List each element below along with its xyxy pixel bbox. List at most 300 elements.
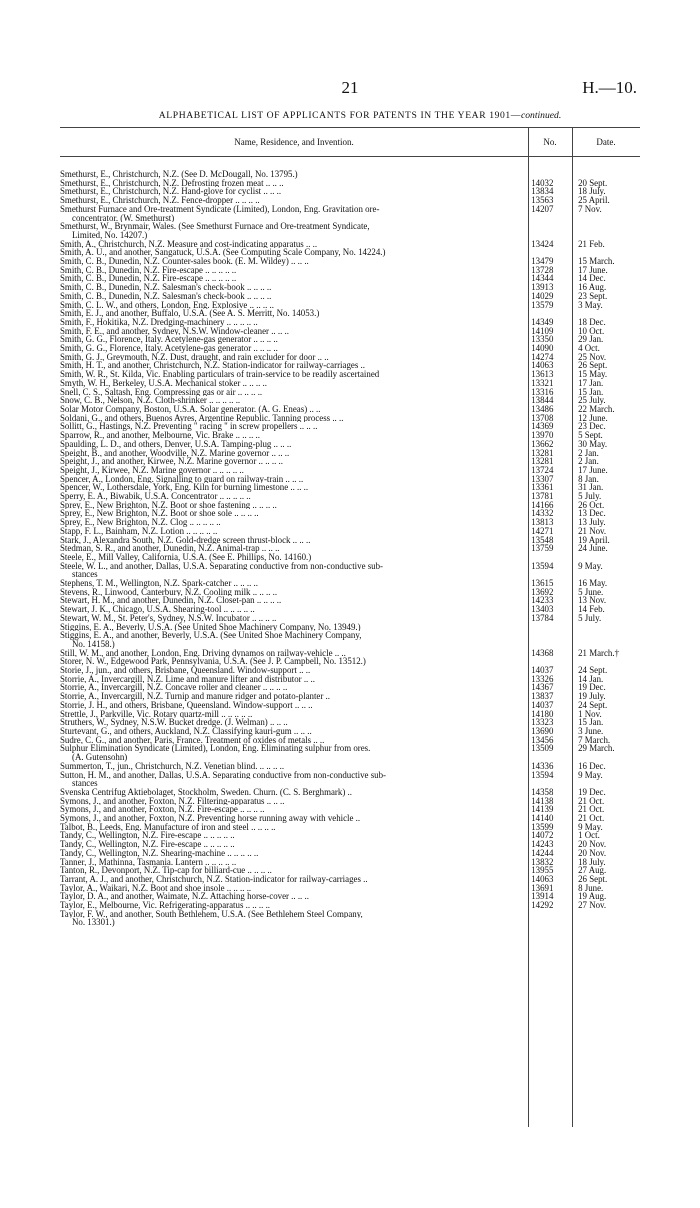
patent-number: 13784 — [531, 612, 554, 623]
patent-number: 14244 — [531, 847, 554, 858]
table-row — [60, 283, 640, 292]
application-date: 17 Jan. — [578, 377, 604, 388]
patent-number: 13323 — [531, 717, 554, 728]
patent-number: 14063 — [531, 873, 554, 884]
table-row — [60, 771, 640, 788]
table-row — [60, 405, 640, 414]
applicant-entry — [60, 222, 524, 239]
table-row — [60, 309, 640, 318]
application-date: 1 Nov. — [578, 708, 602, 719]
applicant-entry — [60, 849, 524, 858]
patent-number: 13548 — [531, 534, 554, 545]
entry-line: Sparrow, R., and another, Melbourne, Vic. Brake .. .. .. .. — [60, 431, 260, 440]
application-date: 13 Dec. — [578, 508, 606, 519]
applicant-entry — [60, 718, 524, 727]
patent-number: 13307 — [531, 473, 554, 484]
application-date: 21 March.† — [578, 647, 620, 658]
application-date: 18 Dec. — [578, 316, 606, 327]
patent-number: 13281 — [531, 447, 554, 458]
table-row — [60, 744, 640, 761]
entry-line: Smethurst, E., Christchurch, N.Z. Fence-dropper .. .. .. .. — [60, 196, 260, 205]
applicant-entry — [60, 405, 524, 414]
patent-number: 13479 — [531, 256, 554, 267]
table-row — [60, 892, 640, 901]
table-row — [60, 248, 640, 257]
applicant-entry — [60, 179, 524, 188]
table-row — [60, 179, 640, 188]
table-row — [60, 527, 640, 536]
table-row — [60, 666, 640, 675]
applicant-entry — [60, 892, 524, 901]
patent-number: 13563 — [531, 195, 554, 206]
patent-number: 14139 — [531, 804, 554, 815]
table-row — [60, 710, 640, 719]
application-date: 27 Aug. — [578, 865, 607, 876]
applicant-entry — [60, 327, 524, 336]
patent-number — [524, 631, 572, 648]
patent-number: 13599 — [531, 821, 554, 832]
patent-number: 14292 — [531, 900, 554, 911]
applicant-entry — [60, 370, 524, 379]
entry-line: Storrie, A., Invercargill, N.Z. Turnip and manure ridger and potato-planter .. — [60, 692, 330, 701]
entry-line: Stiggins, E. A., Beverly, U.S.A. (See United Shoe Machinery Company, No. 13949.) — [60, 622, 361, 632]
application-date: 4 Oct. — [578, 343, 600, 354]
application-date: 14 Jan. — [578, 673, 604, 684]
table-row — [60, 396, 640, 405]
application-date: 26 Sept. — [578, 873, 608, 884]
patent-number: 13781 — [531, 491, 554, 502]
entry-line: stances — [72, 779, 98, 788]
patent-number: 14332 — [531, 508, 554, 519]
application-date: 26 Oct. — [578, 499, 605, 510]
application-date: 15 Jan. — [578, 386, 604, 397]
table-row — [60, 370, 640, 379]
entry-line: concentrator. (W. Smethurst) — [72, 213, 175, 223]
application-date: 24 Sept. — [578, 665, 608, 676]
patent-number: 13955 — [531, 865, 554, 876]
entry-line: Sperry, E. A., Biwabik, U.S.A. Concentrator .. .. .. .. .. — [60, 492, 251, 501]
application-date — [572, 631, 640, 648]
patent-number: 13579 — [531, 299, 554, 310]
entry-line: Smethurst, W., Brynmair, Wales. (See Smethurst Furnace and Ore-treatment Syndicate, — [60, 222, 370, 231]
entry-line: Smith, W. R., St. Kilda, Vic. Enabling particulars of train-service to be readily ascertained — [60, 370, 380, 379]
applicant-entry — [60, 205, 524, 222]
entry-line: Tarrant, A. J., and another, Christchurch, N.Z. Station-indicator for railway-carriages .. — [60, 874, 368, 884]
entry-line: Taylor, A., Waikari, N.Z. Boot and shoe insole .. .. .. .. — [60, 883, 252, 893]
column-header-no: No. — [543, 137, 557, 147]
patent-number: 14138 — [531, 795, 554, 806]
applicant-entry — [60, 675, 524, 684]
patent-number: 13594 — [531, 769, 554, 780]
patent-number: 13728 — [531, 264, 554, 275]
table-row — [60, 335, 640, 344]
table-row — [60, 727, 640, 736]
patent-number: 14271 — [531, 525, 554, 536]
patent-number — [524, 222, 572, 239]
table-row — [60, 544, 640, 553]
applicant-entry — [60, 683, 524, 692]
applicant-entry — [60, 283, 524, 292]
patent-number: 13691 — [531, 882, 554, 893]
entry-line: Smith, C. B., Dunedin, N.Z. Fire-escape .. .. .. .. .. — [60, 265, 237, 275]
patent-number: 13914 — [531, 891, 554, 902]
table-row — [60, 797, 640, 806]
table-row — [60, 266, 640, 275]
patent-number: 13509 — [531, 743, 554, 754]
table-row — [60, 588, 640, 597]
patent-number: 13316 — [531, 386, 554, 397]
applicant-entry — [60, 858, 524, 867]
entry-line: Smethurst, E., Christchurch, N.Z. Defrosting frozen meat .. .. .. — [60, 178, 284, 188]
applicant-entry — [60, 736, 524, 745]
table-row — [60, 649, 640, 658]
applicant-entry — [60, 187, 524, 196]
application-date: 19 Aug. — [578, 891, 607, 902]
application-date: 15 March. — [578, 256, 615, 267]
patent-number: 13813 — [531, 517, 554, 528]
table-row — [60, 701, 640, 710]
application-date: 25 July. — [578, 395, 606, 406]
entry-line: Sprey, E., New Brighton, N.Z. Boot or shoe sole .. .. .. .. — [60, 509, 259, 519]
application-date: 14 Dec. — [578, 273, 606, 284]
patent-number: 14063 — [531, 360, 554, 371]
header-bottom-rule — [60, 156, 640, 157]
table-row — [60, 762, 640, 771]
entry-line: Stiggins, E. A., and another, Beverly, U.S.A. (See United Shoe Machinery Company, — [60, 631, 362, 640]
entry-line: stances — [72, 570, 98, 580]
patent-number: 14344 — [531, 273, 554, 284]
applicant-entry — [60, 831, 524, 840]
application-date: 21 Oct. — [578, 795, 605, 806]
table-row — [60, 840, 640, 849]
applicant-entry — [60, 744, 524, 761]
patent-number: 14037 — [531, 665, 554, 676]
entry-line: No. 14158.) — [72, 639, 115, 649]
application-date: 5 Sept. — [578, 430, 603, 441]
table-row — [60, 240, 640, 249]
patent-number: 14140 — [531, 813, 554, 824]
application-date: 18 July. — [578, 856, 606, 867]
entry-line: Smith, A. U., and another, Sangatuck, U.S.A. (See Computing Scale Company, No. 14224.) — [60, 248, 386, 258]
applicant-entry — [60, 579, 524, 588]
entry-line: Smith, F. E., and another, Sydney, N.S.W. Window-cleaner .. .. .. — [60, 326, 289, 336]
table-row — [60, 449, 640, 458]
entry-line: Stephens, T. M., Wellington, N.Z. Spark-catcher .. .. .. .. — [60, 579, 258, 588]
application-date: 20 Nov. — [578, 847, 607, 858]
table-row — [60, 353, 640, 362]
application-date: 2 Jan. — [578, 456, 599, 467]
application-date: 29 March. — [578, 743, 615, 754]
applicant-entry — [60, 814, 524, 823]
table-row — [60, 475, 640, 484]
patent-number — [524, 623, 572, 632]
entry-line: Speight, J., Kirwee, N.Z. Marine governor .. .. .. .. .. — [60, 465, 244, 475]
patent-number: 13692 — [531, 586, 554, 597]
application-date: 9 May. — [578, 821, 603, 832]
table-row — [60, 910, 640, 927]
application-date: 24 June. — [578, 543, 608, 554]
entry-line: Svenska Centrifug Aktiebolaget, Stockholm, Sweden. Churn. (C. S. Berghmark) .. — [60, 787, 352, 797]
application-date: 24 Sept. — [578, 699, 608, 710]
table-row — [60, 901, 640, 910]
applicant-entry — [60, 666, 524, 675]
entry-line: Sulphur Elimination Syndicate (Limited), London, Eng. Eliminating sulphur from ores. — [60, 744, 371, 754]
entry-line: Sollitt, G., Hastings, N.Z. Preventing " racing " in screw propellers .. .. .. — [60, 422, 318, 432]
page-number: 21 — [341, 78, 359, 97]
table-row — [60, 361, 640, 370]
patent-number: 13361 — [531, 482, 554, 493]
table-row — [60, 274, 640, 283]
applicant-entry — [60, 562, 524, 579]
entry-line: Stewart, J. K., Chicago, U.S.A. Shearing-tool .. .. .. .. .. — [60, 605, 255, 614]
applicant-entry — [60, 509, 524, 518]
table-row — [60, 388, 640, 397]
table-row — [60, 657, 640, 666]
patent-number: 13970 — [531, 430, 554, 441]
applicant-entry — [60, 344, 524, 353]
applicant-entry — [60, 875, 524, 884]
application-date: 20 Sept. — [578, 177, 608, 188]
entry-line: Soldani, G., and others, Buenos Ayres, Argentine Republic. Tanning process .. .. — [60, 413, 344, 423]
table-row — [60, 501, 640, 510]
patent-number: 14029 — [531, 290, 554, 301]
entry-line: Smethurst Furnace and Ore-treatment Syndicate (Limited), London, Eng. Gravitation ore- — [60, 204, 380, 214]
table-row — [60, 866, 640, 875]
patent-number: 13837 — [531, 691, 554, 702]
application-date: 15 May. — [578, 369, 608, 380]
table-row — [60, 562, 640, 579]
entry-line: Smith, C. B., Dunedin, N.Z. Salesman's check-book .. .. .. .. — [60, 283, 272, 292]
applicant-entry — [60, 292, 524, 301]
entry-line: Stark, J., Alexandra South, N.Z. Gold-dredge screen thrust-block .. .. .. — [60, 535, 311, 545]
patent-number: 13913 — [531, 282, 554, 293]
patent-number: 14367 — [531, 682, 554, 693]
applicant-entry — [60, 762, 524, 771]
entry-line: Smethurst, E., Christchurch, N.Z. (See D. McDougall, No. 13795.) — [60, 170, 298, 179]
application-date: 20 Nov. — [578, 839, 607, 850]
table-row — [60, 257, 640, 266]
patent-number: 13350 — [531, 334, 554, 345]
entry-line: Spencer, W., Lothersdale, York, Eng. Kiln for burning limestone .. .. .. — [60, 483, 309, 493]
application-date: 16 Dec. — [578, 760, 606, 771]
patent-number: 13724 — [531, 464, 554, 475]
applicant-entry — [60, 631, 524, 648]
application-date: 21 Oct. — [578, 804, 605, 815]
applicant-entry — [60, 440, 524, 449]
entry-line: Smith, C. B., Dunedin, N.Z. Fire-escape .. .. .. .. .. — [60, 274, 237, 284]
application-date: 3 May. — [578, 299, 603, 310]
table-row — [60, 858, 640, 867]
patent-number: 13486 — [531, 403, 554, 414]
entry-line: Sprey, E., New Brighton, N.Z. Clog .. .. .. .. .. — [60, 518, 221, 527]
application-date: 29 Jan. — [578, 334, 604, 345]
entry-line: Storer, N. W., Edgewood Park, Pennsylvania, U.S.A. (See J. P. Campbell, No. 13512.) — [60, 657, 366, 667]
entry-line: Sutton, H. M., and another, Dallas, U.S.A. Separating conductive from non-conductive sub- — [60, 770, 386, 780]
entry-line: Symons, J., and another, Foxton, N.Z. Preventing horse running away with vehicle .. — [60, 814, 361, 823]
applicant-entry — [60, 701, 524, 710]
applicant-entry — [60, 475, 524, 484]
table-row — [60, 196, 640, 205]
application-date: 5 June. — [578, 586, 604, 597]
patent-number: 14037 — [531, 699, 554, 710]
table-row — [60, 675, 640, 684]
applicant-entry — [60, 266, 524, 275]
applicant-entry — [60, 884, 524, 893]
applicant-entry — [60, 196, 524, 205]
patent-number: 14349 — [531, 316, 554, 327]
application-date: 31 Jan. — [578, 482, 604, 493]
patent-number: 13281 — [531, 456, 554, 467]
patent-number: 13326 — [531, 673, 554, 684]
patent-number: 14369 — [531, 421, 554, 432]
entry-line: Tandy, C., Wellington, N.Z. Shearing-machine .. .. .. .. .. — [60, 848, 259, 858]
table-row — [60, 301, 640, 310]
applicant-entry — [60, 492, 524, 501]
patent-number: 14207 — [531, 203, 554, 214]
application-date: 5 July. — [578, 612, 602, 623]
applicant-entry — [60, 797, 524, 806]
table-row — [60, 875, 640, 884]
table-row — [60, 344, 640, 353]
table-row — [60, 536, 640, 545]
table-row — [60, 318, 640, 327]
table-row — [60, 457, 640, 466]
patent-number: 14368 — [531, 647, 554, 658]
applicant-entry — [60, 588, 524, 597]
application-date: 22 March. — [578, 403, 615, 414]
patent-number: 14180 — [531, 708, 554, 719]
application-date: 26 Sept. — [578, 360, 608, 371]
applicant-entry — [60, 649, 524, 658]
applicant-entry — [60, 396, 524, 405]
patent-number: 13456 — [531, 734, 554, 745]
entry-line: Storrie, A., Invercargill, N.Z. Lime and manure lifter and distributor .. .. — [60, 674, 315, 684]
application-date: 17 June. — [578, 464, 608, 475]
table-row — [60, 831, 640, 840]
patent-number: 14072 — [531, 830, 554, 841]
entry-line: Smethurst, E., Christchurch, N.Z. Hand-glove for cyclist .. .. .. — [60, 187, 282, 197]
patent-number: 14243 — [531, 839, 554, 850]
table-row — [60, 805, 640, 814]
applicant-entry — [60, 414, 524, 423]
application-date — [572, 623, 640, 632]
entry-line: Tandy, C., Wellington, N.Z. Fire-escape .. .. .. .. .. — [60, 831, 235, 841]
applicant-entry — [60, 614, 524, 623]
entry-line: Strettle, J., Parkville, Vic. Rotary quartz-mill .. .. .. .. .. — [60, 709, 253, 719]
application-date: 14 Feb. — [578, 604, 605, 615]
entry-line: Symons, J., and another, Foxton, N.Z. Filtering-apparatus .. .. .. — [60, 796, 285, 806]
table-row — [60, 553, 640, 562]
entry-line: Smith, A., Christchurch, N.Z. Measure and cost-indicating apparatus .. .. — [60, 239, 318, 249]
applicant-entry — [60, 388, 524, 397]
applicant-entry — [60, 361, 524, 370]
entry-line: Tanton, R., Devonport, N.Z. Tip-cap for billiard-cue .. .. .. .. — [60, 866, 272, 875]
patent-number: 13613 — [531, 369, 554, 380]
table-row — [60, 736, 640, 745]
entry-line: Struthers, W., Sydney, N.S.W. Bucket dredge. (J. Welman) .. .. .. — [60, 718, 288, 727]
patent-number: 14336 — [531, 760, 554, 771]
applicant-entry — [60, 823, 524, 832]
application-date: 23 Sept. — [578, 290, 608, 301]
applicant-entry — [60, 449, 524, 458]
application-date: 25 April. — [578, 195, 610, 206]
applicant-entry — [60, 657, 524, 666]
patent-number: 13662 — [531, 438, 554, 449]
application-date: 15 Jan. — [578, 717, 604, 728]
application-date: 13 July. — [578, 517, 606, 528]
document-reference: H.—10. — [582, 78, 637, 97]
application-date: 16 May. — [578, 578, 608, 589]
entry-line: Summerton, T., jun., Christchurch, N.Z. Venetian blind. .. .. .. .. — [60, 761, 285, 771]
table-row — [60, 379, 640, 388]
entry-line: Storie, J., jun., and others, Brisbane, Queensland. Window-support .. .. — [60, 666, 311, 675]
table-row — [60, 788, 640, 797]
application-date — [572, 910, 640, 927]
application-date: 21 Nov. — [578, 525, 607, 536]
entry-line: Smith, C. B., Dunedin, N.Z. Counter-sales book. (E. M. Wildey) .. .. .. — [60, 257, 309, 266]
applicant-entry — [60, 274, 524, 283]
applicant-entry — [60, 422, 524, 431]
patent-number: 13594 — [531, 560, 554, 571]
entry-line: Steele, W. L., and another, Dallas, U.S.A. Separating conductive from non-conductive sub- — [60, 561, 384, 571]
entry-line: Storrie, J. H., and others, Brisbane, Queensland. Window-support .. .. .. — [60, 700, 313, 710]
applicant-entry — [60, 840, 524, 849]
application-date — [572, 222, 640, 239]
entry-line: (A. Gutensohn) — [72, 753, 128, 762]
entry-line: Solar Motor Company, Boston, U.S.A. Solar generator. (A. G. Eneas) .. .. — [60, 404, 321, 414]
table-row — [60, 187, 640, 196]
entry-line: Taylor, E., Melbourne, Vic. Refrigerating-apparatus .. .. .. .. — [60, 901, 271, 910]
patent-number: 14233 — [531, 595, 554, 606]
title-main: ALPHABETICAL LIST OF APPLICANTS FOR PATENTS IN THE YEAR 1901— — [158, 110, 521, 121]
table-row — [60, 483, 640, 492]
patent-number: 14090 — [531, 343, 554, 354]
table-row — [60, 718, 640, 727]
entry-line: Snow, C. B., Nelson, N.Z. Cloth-shrinker .. .. .. .. .. — [60, 396, 241, 405]
applicant-entry — [60, 518, 524, 527]
application-date: 8 June. — [578, 882, 604, 893]
entry-line: Smith, G. G., Florence, Italy. Acetylene-gas generator .. .. .. .. — [60, 335, 278, 345]
table-row — [60, 683, 640, 692]
applicant-entry — [60, 240, 524, 249]
patent-number — [524, 910, 572, 927]
applicant-entry — [60, 553, 524, 562]
application-date: 13 Nov. — [578, 595, 607, 606]
entry-line: No. 13301.) — [72, 918, 115, 928]
application-date: 23 Dec. — [578, 421, 606, 432]
applicant-entry — [60, 301, 524, 310]
applicant-entry — [60, 431, 524, 440]
patent-number: 13832 — [531, 856, 554, 867]
application-date: 16 Aug. — [578, 282, 607, 293]
table-row — [60, 518, 640, 527]
applicant-entry — [60, 605, 524, 614]
application-date: 21 Oct. — [578, 813, 605, 824]
applicant-entry — [60, 457, 524, 466]
entry-line: Still, W. M., and another, London, Eng. Driving dynamos on railway-vehicle .. .. — [60, 648, 346, 658]
header-top-rule — [60, 127, 640, 128]
table-row — [60, 605, 640, 614]
application-date: 25 Nov. — [578, 351, 607, 362]
application-date: 17 June. — [578, 264, 608, 275]
table-row — [60, 414, 640, 423]
entry-line: Smith, G. G., Florence, Italy. Acetylene-gas generator .. .. .. .. — [60, 344, 278, 353]
applicant-entry — [60, 596, 524, 605]
table-row — [60, 222, 640, 239]
entry-line: Snell, C. S., Saltash, Eng. Compressing gas or air .. .. .. .. — [60, 387, 263, 397]
entry-line: Taylor, F. W., and another, South Bethlehem, U.S.A. (See Bethlehem Steel Company, — [60, 909, 363, 919]
application-date: 18 July. — [578, 186, 606, 197]
